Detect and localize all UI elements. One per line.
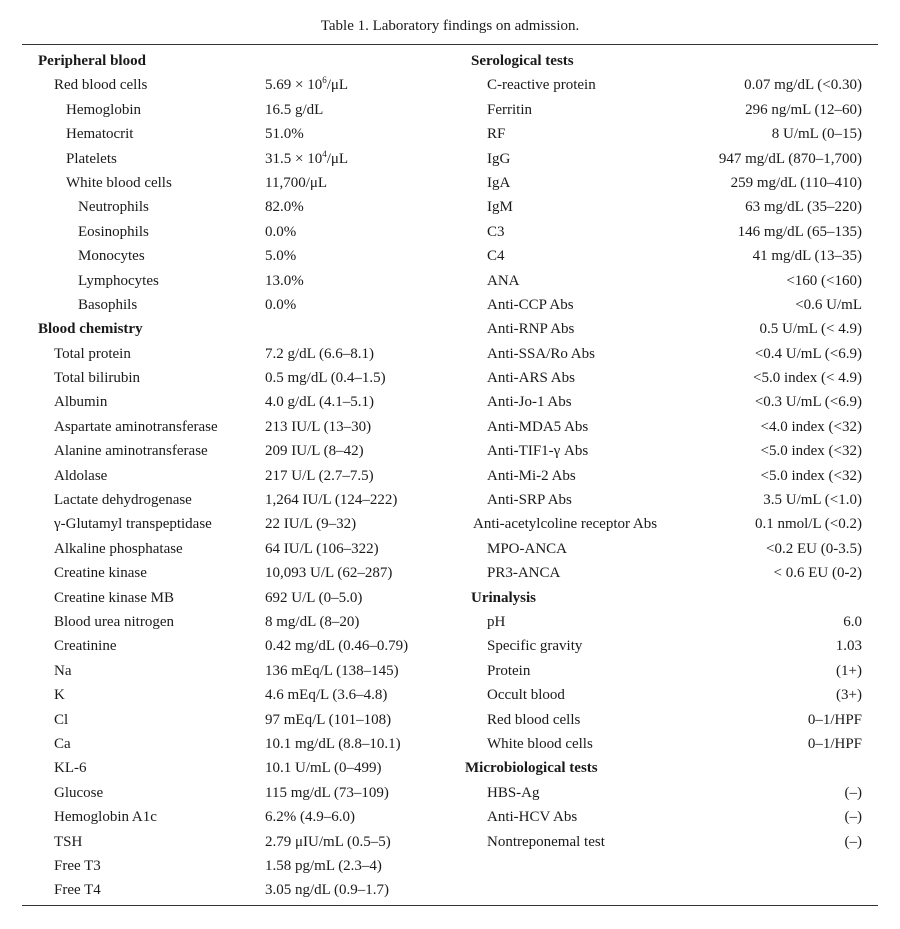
test-value xyxy=(265,147,348,171)
test-value: 0.07 mg/dL (<0.30) xyxy=(744,77,862,94)
test-value: (–) xyxy=(844,809,862,826)
test-name: HBS-Ag xyxy=(487,784,540,801)
test-name: Basophils xyxy=(78,296,138,313)
test-value: 11,700/μL xyxy=(265,174,328,191)
table-row xyxy=(22,293,442,317)
table-row xyxy=(22,488,442,512)
table-row xyxy=(22,244,442,268)
table-row xyxy=(455,171,878,195)
table-row xyxy=(22,781,442,805)
table-row xyxy=(455,366,878,390)
test-name: Eosinophils xyxy=(78,223,149,240)
test-name: White blood cells xyxy=(487,735,593,752)
test-name: Anti-SSA/Ro Abs xyxy=(487,345,595,362)
left-column xyxy=(22,49,442,903)
test-value: 692 U/L (0–5.0) xyxy=(265,589,363,606)
test-name: Monocytes xyxy=(78,248,145,265)
test-name: ANA xyxy=(487,272,520,289)
table-row xyxy=(455,659,878,683)
test-name: Hemoglobin xyxy=(66,101,141,118)
section-title: Urinalysis xyxy=(471,589,537,606)
test-name: K xyxy=(54,687,65,704)
test-value: 0.5 U/mL (< 4.9) xyxy=(759,321,862,338)
section-title: Serological tests xyxy=(471,53,574,69)
table-row xyxy=(22,195,442,219)
test-value: 296 ng/mL (12–60) xyxy=(745,101,862,118)
table-row xyxy=(455,269,878,293)
test-name: Albumin xyxy=(54,394,108,411)
table-row xyxy=(455,464,878,488)
table-row xyxy=(22,610,442,634)
test-value: 259 mg/dL (110–410) xyxy=(730,174,862,191)
table-row xyxy=(455,781,878,805)
test-name: Nontreponemal test xyxy=(487,833,605,850)
test-value: <5.0 index (<32) xyxy=(760,467,862,484)
table-row xyxy=(455,342,878,366)
test-name: Protein xyxy=(487,662,531,679)
test-value: 0.0% xyxy=(265,296,297,313)
table-row xyxy=(455,805,878,829)
table-row xyxy=(455,439,878,463)
table-row xyxy=(22,805,442,829)
table-row xyxy=(455,561,878,585)
test-value: 136 mEq/L (138–145) xyxy=(265,662,399,679)
test-name: C4 xyxy=(487,248,505,265)
test-value: 4.6 mEq/L (3.6–4.8) xyxy=(265,687,388,704)
test-value: 1.03 xyxy=(835,638,862,655)
section-heading xyxy=(455,586,878,610)
test-name: Alkaline phosphatase xyxy=(54,540,183,557)
value-base: 5.69 × 10 xyxy=(265,77,323,94)
test-name: Alanine aminotransferase xyxy=(54,443,208,460)
table-row xyxy=(455,415,878,439)
table-row xyxy=(455,512,878,536)
test-name: Anti-Mi-2 Abs xyxy=(487,467,576,484)
test-value: 0–1/HPF xyxy=(807,711,862,728)
table-row xyxy=(22,708,442,732)
table-row xyxy=(455,610,878,634)
test-value: 10.1 U/mL (0–499) xyxy=(265,760,382,777)
test-value: <0.2 EU (0-3.5) xyxy=(766,540,862,557)
test-value: 10.1 mg/dL (8.8–10.1) xyxy=(265,735,401,752)
test-value: (1+) xyxy=(836,662,862,679)
test-name: Total bilirubin xyxy=(54,370,141,387)
test-name: Aldolase xyxy=(54,467,108,484)
value-unit: /μL xyxy=(326,77,349,94)
table-row xyxy=(455,708,878,732)
table-row xyxy=(22,561,442,585)
table-row xyxy=(22,537,442,561)
test-name: Red blood cells xyxy=(487,711,581,728)
test-name: IgG xyxy=(487,150,511,167)
test-value: 0.1 nmol/L (<0.2) xyxy=(754,516,862,533)
test-value: 209 IU/L (8–42) xyxy=(265,443,364,460)
test-name: IgA xyxy=(487,174,511,191)
test-value: 6.0 xyxy=(843,613,862,630)
test-value: 64 IU/L (106–322) xyxy=(265,540,379,557)
test-name: Anti-ARS Abs xyxy=(487,370,575,387)
test-name: Anti-HCV Abs xyxy=(487,809,578,826)
table-row xyxy=(22,342,442,366)
table-row xyxy=(455,244,878,268)
test-name: Hemoglobin A1c xyxy=(54,809,157,826)
table-row xyxy=(22,98,442,122)
test-name: RF xyxy=(487,126,506,143)
test-value: 1.58 pg/mL (2.3–4) xyxy=(265,857,382,874)
test-value: 51.0% xyxy=(265,126,304,143)
table-row xyxy=(22,512,442,536)
table-row xyxy=(22,171,442,195)
table-row xyxy=(22,390,442,414)
value-unit: /μL xyxy=(326,150,349,167)
section-title: Microbiological tests xyxy=(465,760,598,777)
table-row xyxy=(455,683,878,707)
test-name: Specific gravity xyxy=(487,638,583,655)
test-name: C-reactive protein xyxy=(487,77,596,94)
table-row xyxy=(22,439,442,463)
test-value: 97 mEq/L (101–108) xyxy=(265,711,392,728)
right-column xyxy=(455,49,878,854)
test-value: 115 mg/dL (73–109) xyxy=(265,784,389,801)
test-name: Na xyxy=(54,662,72,679)
test-value: 217 U/L (2.7–7.5) xyxy=(265,467,374,484)
test-name: IgM xyxy=(487,199,513,216)
test-value: 0–1/HPF xyxy=(807,735,862,752)
test-name: Free T4 xyxy=(54,882,101,899)
test-value: 22 IU/L (9–32) xyxy=(265,516,357,533)
test-name: KL-6 xyxy=(54,760,87,777)
test-name: Anti-acetylcoline receptor Abs xyxy=(473,516,658,533)
test-value: 41 mg/dL (13–35) xyxy=(752,248,862,265)
test-value: 5.0% xyxy=(265,248,297,265)
test-value: <5.0 index (<32) xyxy=(760,443,862,460)
test-name: Creatine kinase MB xyxy=(54,589,174,606)
test-value: < 0.6 EU (0-2) xyxy=(773,565,862,582)
table-row xyxy=(455,830,878,854)
test-name: TSH xyxy=(54,833,83,850)
test-name: Hematocrit xyxy=(66,126,134,143)
test-value: 1,264 IU/L (124–222) xyxy=(265,492,398,509)
test-name: Anti-TIF1-γ Abs xyxy=(487,443,589,460)
test-value: <0.3 U/mL (<6.9) xyxy=(754,394,862,411)
top-rule xyxy=(22,44,878,45)
value-base: 31.5 × 10 xyxy=(265,150,323,167)
test-name: Anti-RNP Abs xyxy=(487,321,575,338)
section-title: Peripheral blood xyxy=(38,53,146,69)
test-name: Red blood cells xyxy=(54,77,148,94)
test-name: Total protein xyxy=(54,345,131,362)
table-row xyxy=(22,683,442,707)
test-value: 16.5 g/dL xyxy=(265,101,324,118)
table-row xyxy=(455,732,878,756)
test-name: Blood urea nitrogen xyxy=(54,613,174,630)
test-value: 0.5 mg/dL (0.4–1.5) xyxy=(265,370,386,387)
test-value: 6.2% (4.9–6.0) xyxy=(265,809,355,826)
section-heading xyxy=(22,317,442,341)
table-row xyxy=(455,488,878,512)
table-row xyxy=(22,464,442,488)
test-name: Occult blood xyxy=(487,687,565,704)
table-row xyxy=(455,147,878,171)
test-name: Ca xyxy=(54,735,71,752)
test-value: 213 IU/L (13–30) xyxy=(265,418,372,435)
test-value: 3.5 U/mL (<1.0) xyxy=(763,492,862,509)
test-value: 947 mg/dL (870–1,700) xyxy=(718,150,862,167)
test-value: <5.0 index (< 4.9) xyxy=(753,370,862,387)
test-value: (–) xyxy=(844,833,862,850)
test-name: MPO-ANCA xyxy=(487,540,568,557)
table-row xyxy=(455,390,878,414)
test-value: 0.42 mg/dL (0.46–0.79) xyxy=(265,638,409,655)
section-heading xyxy=(22,49,442,73)
table-row xyxy=(455,293,878,317)
table-row xyxy=(22,659,442,683)
test-name: Anti-MDA5 Abs xyxy=(487,418,589,435)
test-value: 8 U/mL (0–15) xyxy=(771,126,862,143)
table-caption: Table 1. Laboratory findings on admission. xyxy=(320,18,580,34)
test-value: <0.4 U/mL (<6.9) xyxy=(754,345,862,362)
test-name: Cl xyxy=(54,711,69,728)
section-heading xyxy=(455,49,878,73)
test-name: Lymphocytes xyxy=(78,272,159,289)
value-exponent: 6 xyxy=(322,75,327,86)
test-name: PR3-ANCA xyxy=(487,565,561,582)
test-value: 8 mg/dL (8–20) xyxy=(265,613,360,630)
test-value: 63 mg/dL (35–220) xyxy=(745,199,862,216)
test-name: Free T3 xyxy=(54,857,101,874)
test-value xyxy=(265,73,348,97)
test-value: 82.0% xyxy=(265,199,304,216)
table-row xyxy=(22,269,442,293)
table-row xyxy=(455,537,878,561)
test-name: Anti-CCP Abs xyxy=(487,296,574,313)
test-name: Anti-SRP Abs xyxy=(487,492,572,509)
test-name: Neutrophils xyxy=(78,199,149,216)
value-exponent: 4 xyxy=(322,148,327,159)
table-row xyxy=(455,73,878,97)
section-heading xyxy=(455,756,878,780)
test-name: Creatine kinase xyxy=(54,565,147,582)
test-value: 146 mg/dL (65–135) xyxy=(737,223,862,240)
test-name: pH xyxy=(487,613,506,630)
test-name: Ferritin xyxy=(487,101,532,118)
test-name: Creatinine xyxy=(54,638,117,655)
test-name: Anti-Jo-1 Abs xyxy=(487,394,572,411)
test-value: 13.0% xyxy=(265,272,304,289)
test-value: (3+) xyxy=(836,687,862,704)
table-row xyxy=(22,220,442,244)
test-name: Aspartate aminotransferase xyxy=(54,418,218,435)
bottom-rule xyxy=(22,905,878,906)
test-value: 0.0% xyxy=(265,223,297,240)
test-value: <4.0 index (<32) xyxy=(760,418,862,435)
test-name: Glucose xyxy=(54,784,104,801)
table-row xyxy=(22,830,442,854)
test-value: (–) xyxy=(844,784,862,801)
test-value: 7.2 g/dL (6.6–8.1) xyxy=(265,345,375,362)
table-row xyxy=(22,634,442,658)
table-row xyxy=(22,122,442,146)
test-value: 4.0 g/dL (4.1–5.1) xyxy=(265,394,375,411)
test-value: 2.79 μIU/mL (0.5–5) xyxy=(265,833,391,850)
table-row xyxy=(22,854,442,878)
test-name: Lactate dehydrogenase xyxy=(54,492,192,509)
table-row xyxy=(22,878,442,902)
test-name: γ-Glutamyl transpeptidase xyxy=(54,516,212,533)
table-row xyxy=(455,634,878,658)
test-value: <0.6 U/mL xyxy=(795,296,862,313)
table-row xyxy=(22,366,442,390)
table-row xyxy=(455,220,878,244)
section-title: Blood chemistry xyxy=(38,321,143,338)
test-name: C3 xyxy=(487,223,505,240)
table-row xyxy=(22,756,442,780)
table-row xyxy=(22,415,442,439)
table-row xyxy=(22,586,442,610)
table-row xyxy=(22,732,442,756)
table-row xyxy=(22,147,442,171)
table-row xyxy=(455,122,878,146)
table-row xyxy=(455,98,878,122)
test-value: <160 (<160) xyxy=(786,272,862,289)
test-name: Platelets xyxy=(66,150,117,167)
table-row xyxy=(22,73,442,97)
test-value: 10,093 U/L (62–287) xyxy=(265,565,393,582)
table-row xyxy=(455,317,878,341)
test-value: 3.05 ng/dL (0.9–1.7) xyxy=(265,882,390,899)
table-row xyxy=(455,195,878,219)
test-name: White blood cells xyxy=(66,174,172,191)
